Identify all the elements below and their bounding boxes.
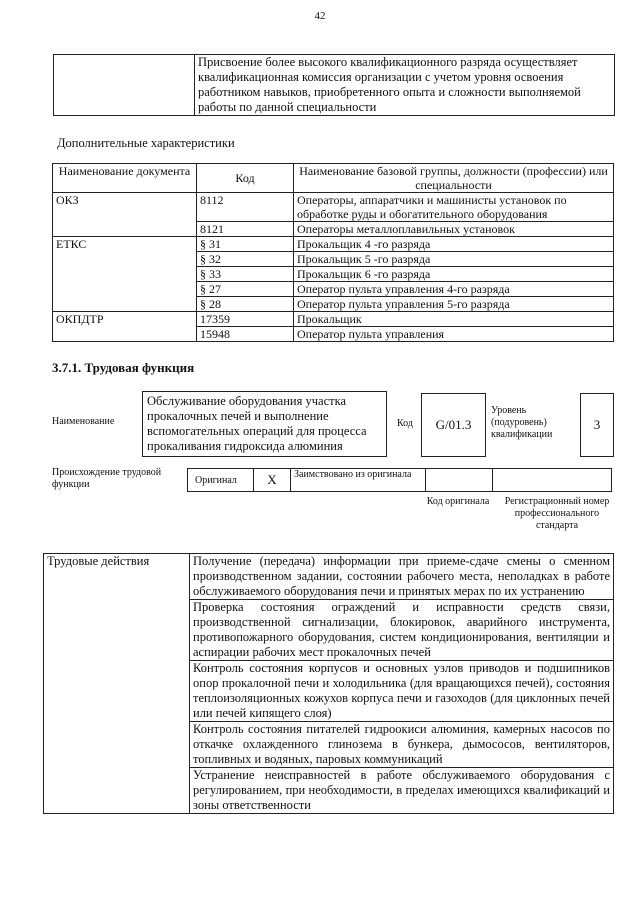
additional-characteristics-title: Дополнительные характеристики	[57, 136, 235, 150]
code-cell: § 32	[197, 252, 294, 267]
characteristics-table	[52, 163, 614, 342]
code-cell: 8121	[197, 222, 294, 237]
table-row	[44, 554, 614, 600]
name-cell: Оператор пульта управления	[294, 327, 614, 342]
registration-number-cell	[492, 468, 612, 492]
code-cell: § 27	[197, 282, 294, 297]
empty-cell	[54, 55, 195, 116]
code-cell: § 28	[197, 297, 294, 312]
function-name-value: Обслуживание оборудования участка прокалочных печей и выполнение вспомогательных операций для процесса прокаливания гидроксида алюминия	[142, 391, 387, 457]
table-header-row	[53, 164, 614, 193]
registration-number-caption: Регистрационный номер профессионального стандарта	[504, 496, 610, 531]
labor-action-item: Устранение неисправностей в работе обслуживаемого оборудования с регулированием, при необходимости, в пределах имеющихся квалификаций и зоны ответственности	[190, 768, 614, 814]
section-title: 3.7.1. Трудовая функция	[52, 360, 195, 375]
name-cell: Прокальщик 5 -го разряда	[294, 252, 614, 267]
doc-cell: ОКЗ	[53, 193, 197, 237]
original-code-cell	[425, 468, 493, 492]
origin-label: Происхождение трудовой функции	[52, 467, 162, 490]
table-row	[53, 193, 614, 222]
labor-action-item: Получение (передача) информации при приеме-сдаче смены о сменном производственном задании, состоянии рабочего места, неполадках в работе обслуживаемого оборудования печи и принятых мерах по их устранению	[190, 554, 614, 600]
name-cell: Оператор пульта управления 5-го разряда	[294, 297, 614, 312]
name-cell: Прокальщик 4 -го разряда	[294, 237, 614, 252]
name-cell: Оператор пульта управления 4-го разряда	[294, 282, 614, 297]
page-number: 42	[314, 10, 326, 22]
qualification-level-value: 3	[580, 393, 614, 457]
qualification-note-table	[53, 54, 615, 116]
code-cell: § 33	[197, 267, 294, 282]
labor-action-item: Проверка состояния ограждений и исправности средств связи, производственной сигнализации, блокировок, аварийного инструмента, противопожарного оборудования, систем кондиционирования, вентиляции и аспирации рабочих мест прокалочных печей	[190, 600, 614, 661]
borrowed-label: Заимствовано из оригинала	[294, 469, 412, 480]
header-name: Наименование базовой группы, должности (профессии) или специальности	[294, 164, 614, 193]
original-cell	[187, 468, 254, 492]
table-row	[53, 237, 614, 252]
labor-action-item: Контроль состояния корпусов и основных узлов приводов и подшипников опор прокалочной печи и холодильника (для вращающихся печей), состояния теплоизоляционных кожухов корпуса печи и газоходов (для циклонных печей или печей кипящего слоя)	[190, 661, 614, 722]
code-cell: 15948	[197, 327, 294, 342]
function-code-label: Код	[397, 418, 413, 429]
doc-cell: ОКПДТР	[53, 312, 197, 342]
name-cell: Операторы, аппаратчики и машинисты установок по обработке руды и обогатительного оборудования	[294, 193, 614, 222]
labor-action-item: Контроль состояния питателей гидроокиси алюминия, камерных насосов по откачке охлажденного глинозема в бункера, дымососов, вентиляторов, топливных и водяных, паровых коммуникаций	[190, 722, 614, 768]
doc-cell: ЕТКС	[53, 237, 197, 312]
name-cell: Операторы металлоплавильных установок	[294, 222, 614, 237]
code-cell: 17359	[197, 312, 294, 327]
labor-actions-table	[43, 553, 614, 814]
function-code-value: G/01.3	[421, 393, 486, 457]
code-cell: § 31	[197, 237, 294, 252]
function-name-label: Наименование	[52, 416, 115, 427]
table-row	[53, 312, 614, 327]
name-cell: Прокальщик 6 -го разряда	[294, 267, 614, 282]
code-cell: 8112	[197, 193, 294, 222]
original-code-caption: Код оригинала	[426, 496, 490, 507]
qualification-level-label: Уровень (подуровень) квалификации	[491, 405, 553, 440]
name-cell: Прокальщик	[294, 312, 614, 327]
borrowed-cell	[290, 468, 426, 492]
original-label: Оригинал	[195, 475, 237, 486]
qualification-note: Присвоение более высокого квалификационного разряда осуществляет квалификационная комиссия организации с учетом уровня освоения работником навыков, приобретенного опыта и сложности выполняемой работы по данной специальности	[195, 55, 615, 116]
header-code: Код	[197, 164, 294, 193]
origin-row	[187, 468, 611, 492]
labor-actions-label: Трудовые действия	[44, 554, 190, 814]
header-doc: Наименование документа	[53, 164, 197, 193]
original-mark: X	[253, 468, 291, 492]
